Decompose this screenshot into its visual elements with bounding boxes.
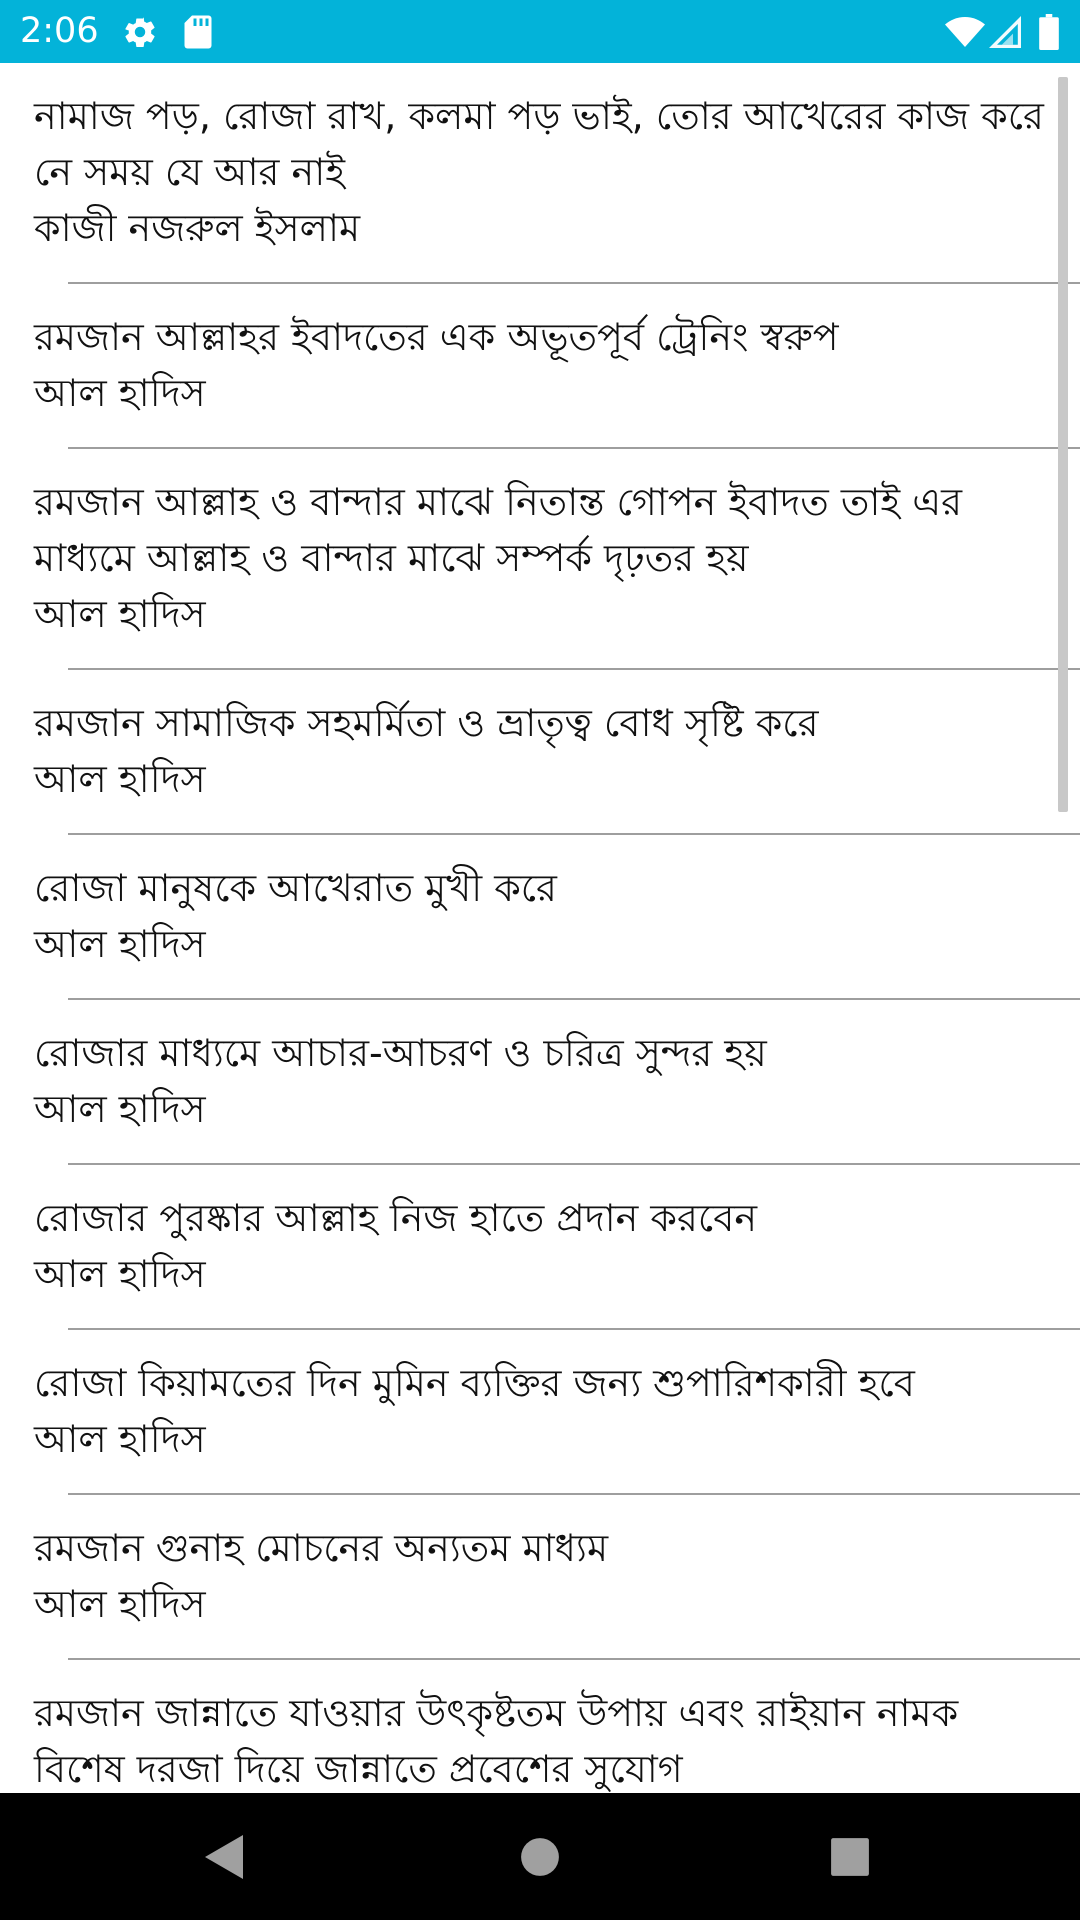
sd-card-icon <box>180 0 216 63</box>
quote-text: রোজা কিয়ামতের দিন মুমিন ব্যক্তির জন্য শুপারিশকারী হবে <box>34 1361 915 1405</box>
quote-text: রমজান আল্লাহ ও বান্দার মাঝে নিতান্ত গোপন ইবাদত তাই এর মাধ্যমে আল্লাহ ও বান্দার মাঝে সম্পর্ক দৃঢ়তর হয় <box>34 480 963 580</box>
list-item[interactable] <box>0 670 1080 835</box>
scrollbar[interactable] <box>1058 77 1068 812</box>
status-bar <box>0 0 1080 63</box>
quote-text: রোজা মানুষকে আখেরাত মুখী করে <box>34 866 557 910</box>
quote-text: নামাজ পড়, রোজা রাখ, কলমা পড় ভাই, তোর আখেরের কাজ করে নে সময় যে আর নাই <box>34 94 1044 194</box>
gear-icon <box>120 0 160 63</box>
quote-source: আল হাদিস <box>34 1417 206 1461</box>
back-icon[interactable] <box>165 1793 285 1920</box>
quote-text: রোজার পুরষ্কার আল্লাহ নিজ হাতে প্রদান করবেন <box>34 1196 758 1240</box>
quote-text: রমজান জান্নাতে যাওয়ার উৎকৃষ্টতম উপায় এবং রাইয়ান নামক বিশেষ দরজা দিয়ে জান্নাতে প্রবেশের সুযোগ <box>34 1691 959 1791</box>
quote-text: রোজার মাধ্যমে আচার-আচরণ ও চরিত্র সুন্দর হয় <box>34 1031 767 1075</box>
quote-source: আল হাদিস <box>34 371 206 415</box>
list-item[interactable] <box>0 284 1080 449</box>
navigation-bar <box>0 1793 1080 1920</box>
quote-source: আল হাদিস <box>34 592 206 636</box>
list-item[interactable] <box>0 1495 1080 1660</box>
recents-icon[interactable] <box>790 1793 910 1920</box>
list-item[interactable] <box>0 449 1080 670</box>
quote-source: আল হাদিস <box>34 1582 206 1626</box>
quotes-list-view[interactable] <box>0 63 1080 1793</box>
battery-icon <box>1036 0 1062 63</box>
list-item[interactable] <box>0 1000 1080 1165</box>
quote-text: রমজান আল্লাহর ইবাদতের এক অভূতপূর্ব ট্রেনিং স্বরুপ <box>34 315 839 359</box>
wifi-icon <box>943 0 987 63</box>
quote-text: রমজান গুনাহ মোচনের অন্যতম মাধ্যম <box>34 1526 609 1570</box>
home-icon[interactable] <box>480 1793 600 1920</box>
quote-source: কাজী নজরুল ইসলাম <box>34 206 361 250</box>
list-item[interactable] <box>0 1330 1080 1495</box>
quote-source: আল হাদিস <box>34 922 206 966</box>
list-item[interactable] <box>0 1165 1080 1330</box>
quote-text: রমজান সামাজিক সহমর্মিতা ও ভ্রাতৃত্ব বোধ সৃষ্টি করে <box>34 701 819 745</box>
quote-source: আল হাদিস <box>34 757 206 801</box>
cell-signal-icon <box>987 0 1023 63</box>
quote-source: আল হাদিস <box>34 1087 206 1131</box>
status-time: 2:06 <box>20 11 99 51</box>
quotes-list <box>0 63 1080 1881</box>
list-item[interactable] <box>0 63 1080 284</box>
quote-source: আল হাদিস <box>34 1252 206 1296</box>
list-item[interactable] <box>0 835 1080 1000</box>
